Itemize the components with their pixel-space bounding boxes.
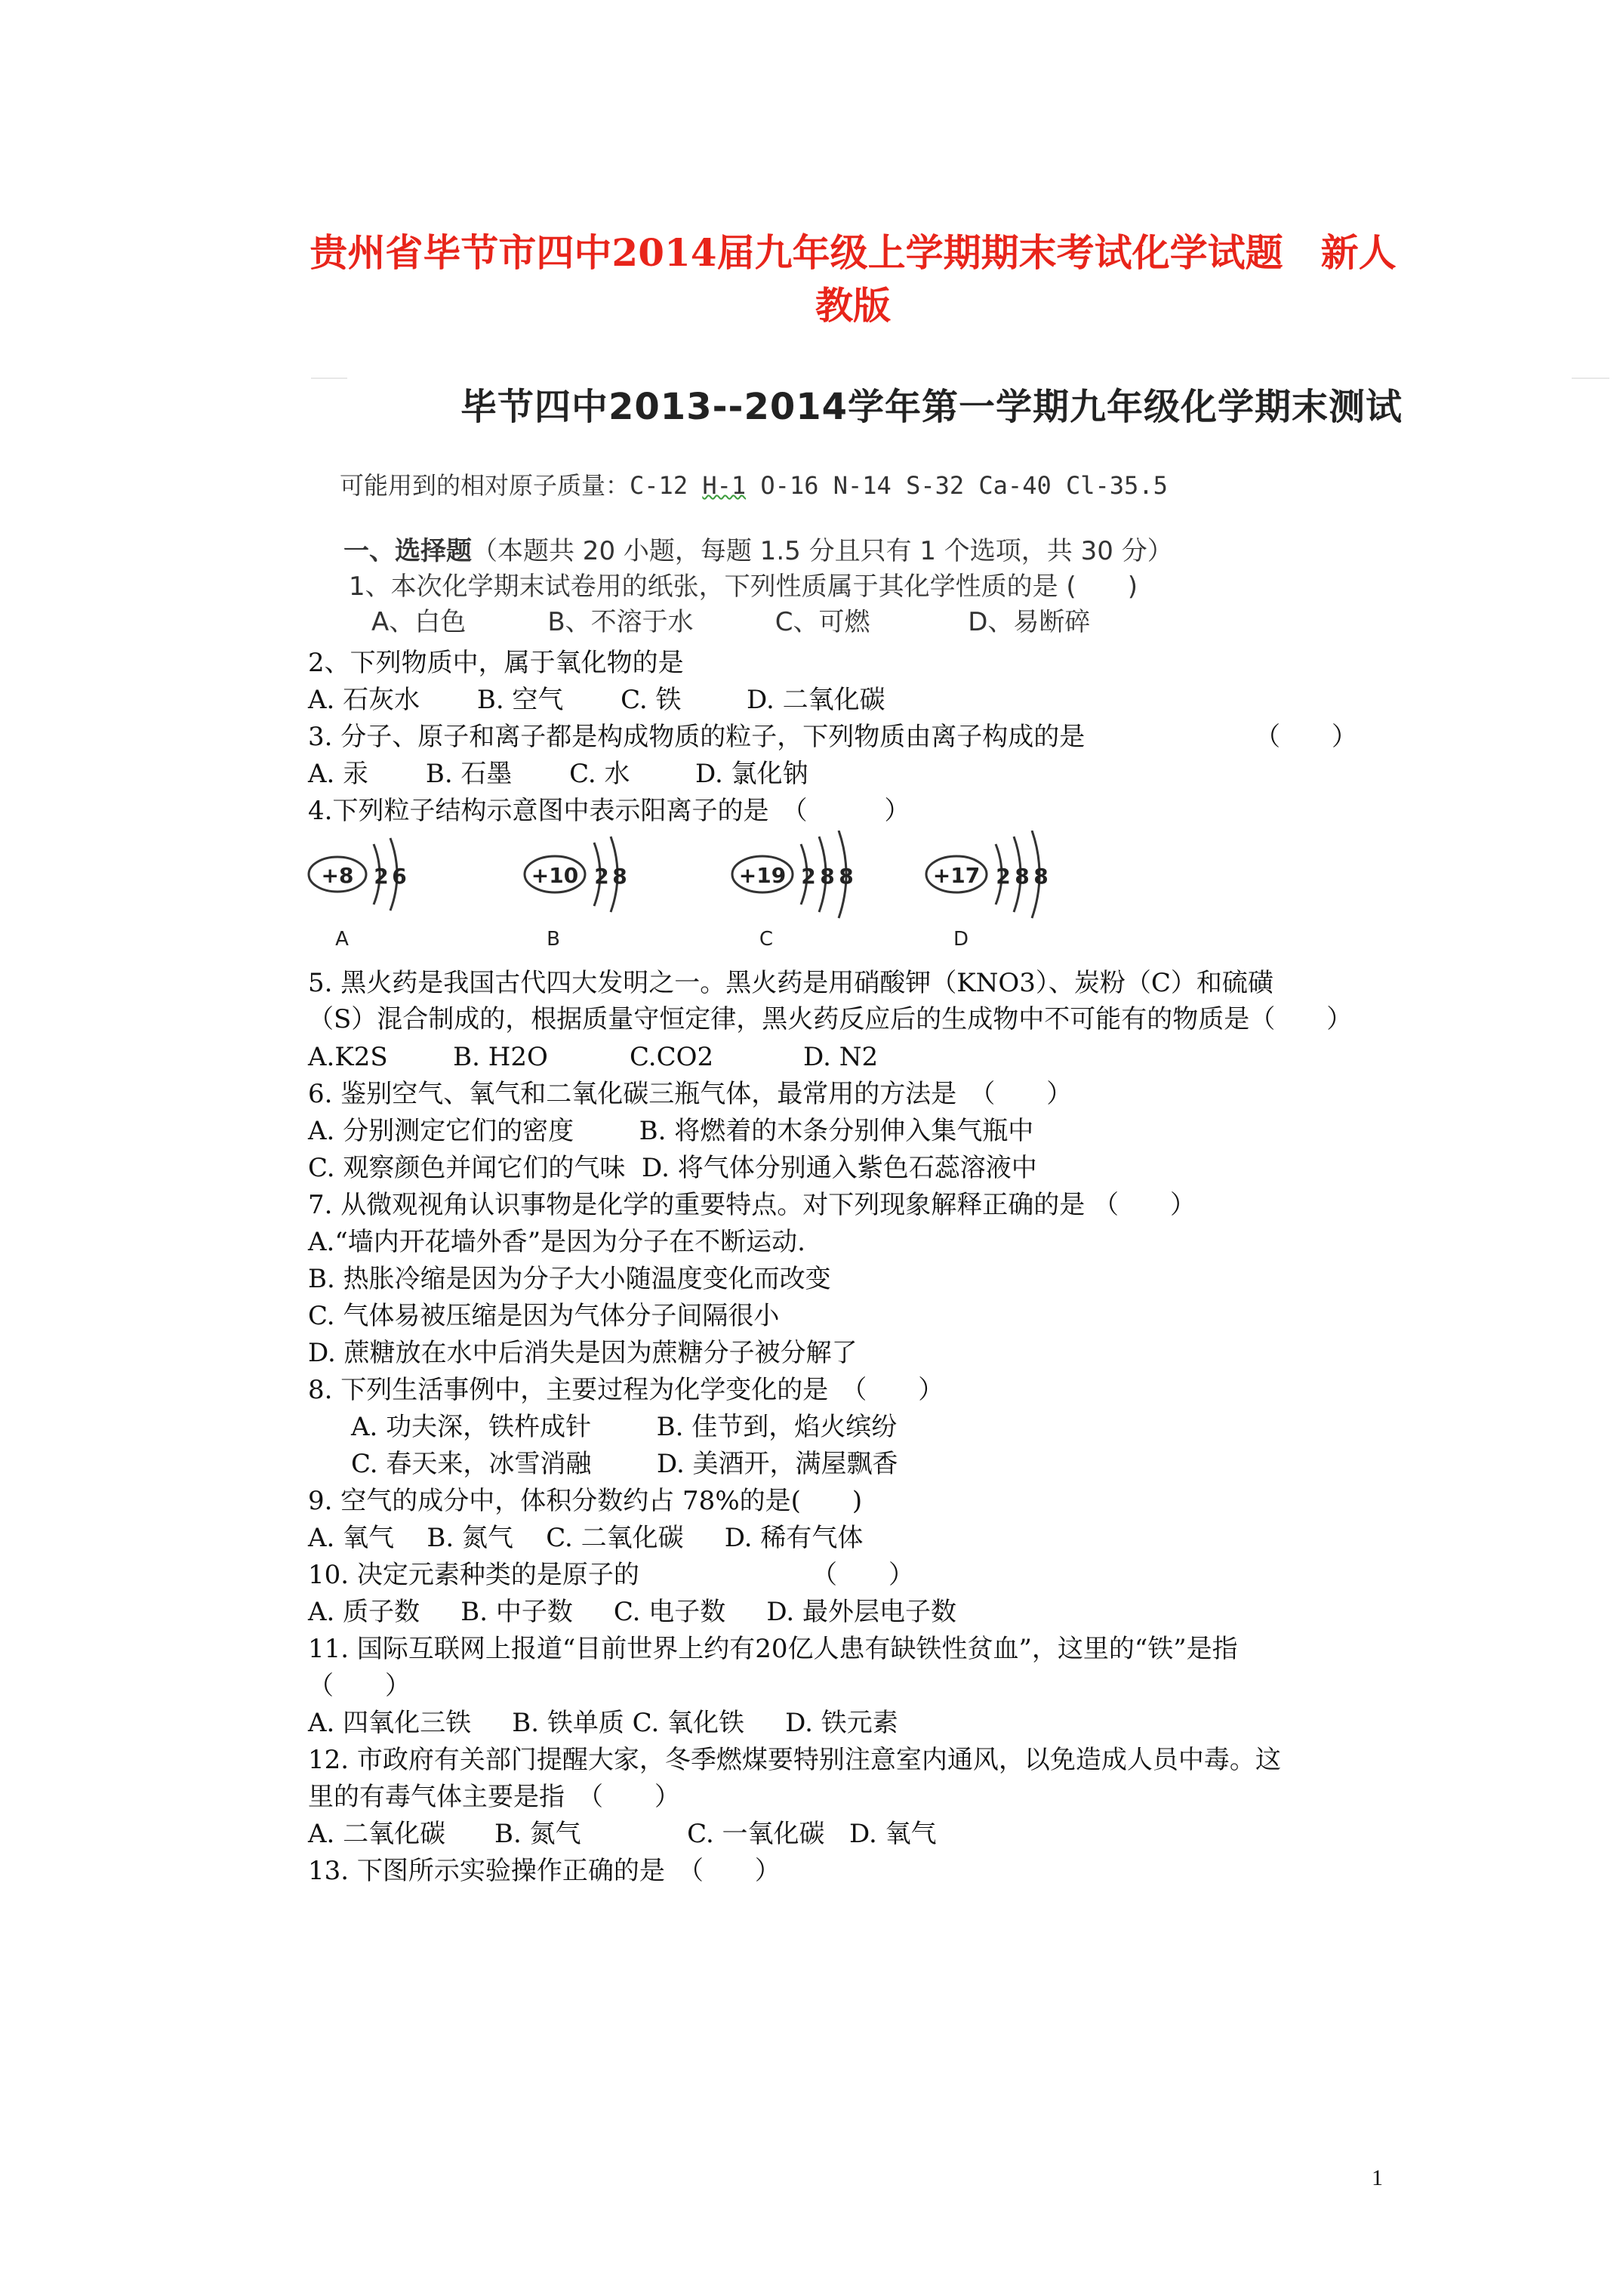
question-12-option-b: B. 氮气 (494, 1819, 581, 1849)
shell-electrons-c-3: 8 (839, 864, 854, 889)
question-5-option-a: A.K2S (308, 1042, 388, 1072)
nucleus-charge-b: +10 (531, 863, 579, 888)
question-11-stem-line-1: 11. 国际互联网上报道“目前世界上约有20亿人患有缺铁性贫血”，这里的“铁”是指 (308, 1634, 1238, 1664)
question-9-option-a: A. 氧气 (308, 1523, 395, 1553)
question-8-option-d: D. 美酒开，满屋飘香 (656, 1449, 898, 1479)
question-10-option-a: A. 质子数 (308, 1597, 420, 1627)
atomic-mass-h: H-1 (702, 471, 747, 500)
question-10-option-d: D. 最外层电子数 (766, 1597, 957, 1627)
atomic-mass-c: C-12 (630, 471, 688, 500)
question-2-stem: 2、下列物质中，属于氧化物的是 (308, 648, 684, 678)
question-12-option-d: D. 氧气 (849, 1819, 937, 1849)
question-9-option-b: B. 氮气 (427, 1523, 514, 1553)
question-5-options (308, 1040, 878, 1074)
question-8-stem: 8. 下列生活事例中，主要过程为化学变化的是 （ ） (308, 1375, 944, 1405)
question-2-option-a: A. 石灰水 (308, 685, 420, 715)
particle-label-d: D (953, 928, 969, 951)
document-title-line-2: 教版 (815, 283, 891, 328)
atomic-mass-ca: Ca-40 (978, 471, 1052, 500)
question-3-options (308, 757, 808, 791)
atomic-mass-s: S-32 (906, 471, 965, 500)
shell-electrons-a-2: 6 (392, 864, 407, 889)
question-10-option-b: B. 中子数 (460, 1597, 573, 1627)
particle-diagram-c (732, 831, 854, 951)
question-1-options (371, 606, 1090, 639)
question-3-stem: 3. 分子、原子和离子都是构成物质的粒子，下列物质由离子构成的是 (308, 722, 1086, 752)
question-9-option-c: C. 二氧化碳 (546, 1523, 684, 1553)
question-7-option-d: D. 蔗糖放在水中后消失是因为蔗糖分子被分解了 (308, 1338, 858, 1368)
page-number: 1 (1372, 2165, 1383, 2190)
question-7-option-c: C. 气体易被压缩是因为气体分子间隔很小 (308, 1301, 780, 1331)
question-3-option-c: C. 水 (569, 759, 630, 789)
question-8-option-c: C. 春天来，冰雪消融 (351, 1449, 592, 1479)
atomic-mass-n: N-14 (833, 471, 892, 500)
shell-electrons-d-1: 2 (996, 864, 1011, 889)
atomic-mass-cl: Cl-35.5 (1065, 471, 1168, 500)
question-10-option-c: C. 电子数 (613, 1597, 726, 1627)
question-7-option-b: B. 热胀冷缩是因为分子大小随温度变化而改变 (308, 1264, 831, 1294)
question-6-option-d: D. 将气体分别通入紫色石蕊溶液中 (642, 1153, 1037, 1183)
shell-electrons-d-3: 8 (1033, 864, 1049, 889)
particle-label-b: B (547, 928, 560, 951)
question-9-option-d: D. 稀有气体 (724, 1523, 864, 1553)
exam-header: 毕节四中2013--2014学年第一学期九年级化学期末测试 (460, 386, 1403, 428)
question-5-option-d: D. N2 (803, 1042, 879, 1072)
question-1-option-c: C、可燃 (775, 607, 870, 637)
question-4-stem: 4.下列粒子结构示意图中表示阳离子的是 （ ） (308, 796, 910, 826)
question-11-option-a: A. 四氧化三铁 (308, 1708, 472, 1738)
particle-label-c: C (759, 928, 774, 951)
question-8-option-b: B. 佳节到，焰火缤纷 (656, 1412, 898, 1442)
atomic-masses (340, 467, 1168, 501)
question-6-options-row-1 (308, 1114, 1033, 1148)
question-9-stem: 9. 空气的成分中，体积分数约占 78%的是( ) (308, 1486, 863, 1516)
particle-diagram-a (309, 838, 407, 951)
question-5-stem-line-1: 5. 黑火药是我国古代四大发明之一。黑火药是用硝酸钾（KNO3）、炭粉（C）和硫磺 (308, 968, 1273, 998)
question-1-option-b: B、不溶于水 (547, 607, 694, 637)
particle-diagram-b (525, 837, 627, 951)
question-10-answer-bracket: （ ） (812, 1560, 914, 1590)
question-11-option-c: C. 氧化铁 (632, 1708, 745, 1738)
question-11-option-d: D. 铁元素 (785, 1708, 898, 1738)
question-6-option-b: B. 将燃着的木条分别伸入集气瓶中 (639, 1116, 1034, 1146)
question-8-options-row-1 (351, 1410, 897, 1444)
shell-electrons-c-2: 8 (820, 864, 835, 889)
section-1-title: 一、选择题 (343, 536, 472, 566)
particle-diagram-d (926, 831, 1049, 951)
section-1-note: （本题共 20 小题，每题 1.5 分且只有 1 个选项，共 30 分） (472, 536, 1173, 566)
shell-electrons-b-2: 8 (612, 864, 627, 889)
nucleus-charge-c: +19 (738, 863, 787, 888)
question-2-option-c: C. 铁 (621, 685, 682, 715)
question-2-options (308, 683, 885, 717)
header-rule-left (311, 378, 347, 379)
question-6-option-a: A. 分别测定它们的密度 (308, 1116, 574, 1146)
question-11-options (308, 1706, 898, 1740)
question-10-options (308, 1595, 956, 1629)
question-12-stem-line-2: 里的有毒气体主要是指 （ ） (308, 1782, 680, 1812)
nucleus-charge-a: +8 (321, 863, 354, 888)
question-11-option-b: B. 铁单质 (512, 1708, 624, 1738)
question-5-option-c: C.CO2 (630, 1042, 714, 1072)
question-6-options-row-2 (308, 1151, 1037, 1185)
document-title (272, 227, 1434, 332)
question-3-option-b: B. 石墨 (425, 759, 513, 789)
question-5-option-b: B. H2O (453, 1042, 548, 1072)
question-7-option-a: A.“墙内开花墙外香”是因为分子在不断运动. (308, 1227, 805, 1257)
question-6-option-c: C. 观察颜色并闻它们的气味 (308, 1153, 626, 1183)
question-3-option-d: D. 氯化钠 (694, 759, 808, 789)
atomic-masses-label: 可能用到的相对原子质量： (340, 471, 630, 500)
particle-structure-diagram (306, 831, 1091, 959)
section-1-heading (343, 535, 1173, 568)
question-1-option-a: A、白色 (371, 607, 467, 637)
question-9-options (308, 1521, 863, 1555)
document-title-line-1: 贵州省毕节市四中2014届九年级上学期期末考试化学试题 新人 (310, 230, 1397, 275)
shell-electrons-d-2: 8 (1015, 864, 1030, 889)
question-1-option-d: D、易断碎 (968, 607, 1091, 637)
question-12-options (308, 1817, 937, 1851)
particle-label-a: A (335, 928, 349, 951)
question-5-stem-line-2: （S）混合制成的，根据质量守恒定律，黑火药反应后的生成物中不可能有的物质是（ ） (308, 1004, 1353, 1034)
shell-electrons-a-1: 2 (374, 864, 389, 889)
question-8-options-row-2 (351, 1447, 898, 1481)
atomic-mass-o: O-16 (760, 471, 819, 500)
question-7-stem: 7. 从微观视角认识事物是化学的重要特点。对下列现象解释正确的是 （ ） (308, 1190, 1196, 1220)
question-13-stem: 13. 下图所示实验操作正确的是 （ ） (308, 1856, 781, 1886)
question-12-stem-line-1: 12. 市政府有关部门提醒大家，冬季燃煤要特别注意室内通风，以免造成人员中毒。这 (308, 1745, 1281, 1775)
question-3-option-a: A. 汞 (308, 759, 369, 789)
shell-electrons-b-1: 2 (594, 864, 609, 889)
question-1-stem: 1、本次化学期末试卷用的纸张，下列性质属于其化学性质的是 ( ) (349, 572, 1138, 602)
question-8-option-a: A. 功夫深，铁杵成针 (351, 1412, 592, 1442)
question-2-option-b: B. 空气 (476, 685, 564, 715)
shell-electrons-c-1: 2 (801, 864, 816, 889)
question-12-option-a: A. 二氧化碳 (308, 1819, 446, 1849)
question-10-stem: 10. 决定元素种类的是原子的 (308, 1560, 639, 1590)
question-6-stem: 6. 鉴别空气、氧气和二氧化碳三瓶气体，最常用的方法是 （ ） (308, 1079, 1073, 1109)
question-12-option-c: C. 一氧化碳 (687, 1819, 825, 1849)
nucleus-charge-d: +17 (932, 863, 981, 888)
question-11-stem-line-2: （ ） (308, 1671, 411, 1701)
question-2-option-d: D. 二氧化碳 (746, 685, 885, 715)
question-3-answer-bracket: （ ） (1255, 722, 1357, 752)
header-rule-right (1572, 378, 1609, 379)
